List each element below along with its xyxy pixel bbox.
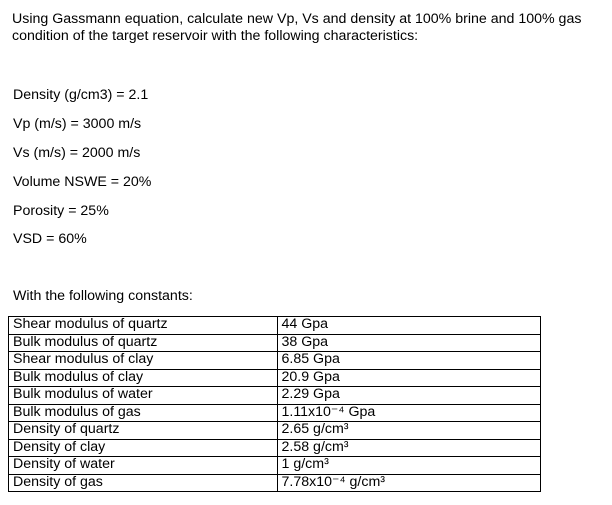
table-row [9,474,541,492]
constant-value: 1 g/cm³ [277,457,541,475]
constant-name: Shear modulus of quartz [9,317,278,335]
question-text: Using Gassmann equation, calculate new Vp, Vs and density at 100% brine and 100% gas condition of the target reservoir with the following characteristics: [12,11,582,44]
table-row [9,404,541,422]
constant-name: Bulk modulus of clay [9,369,278,387]
table-row [9,317,541,335]
table-row [9,422,541,440]
constant-value: 6.85 Gpa [277,352,541,370]
constant-value: 7.78x10⁻⁴ g/cm³ [277,474,541,492]
constant-name: Shear modulus of clay [9,352,278,370]
constant-value: 20.9 Gpa [277,369,541,387]
constant-name: Bulk modulus of quartz [9,334,278,352]
constant-value: 1.11x10⁻⁴ Gpa [277,404,541,422]
constants-table [8,316,541,492]
constant-name: Bulk modulus of gas [9,404,278,422]
constant-name: Density of water [9,457,278,475]
constant-name: Density of gas [9,474,278,492]
constant-value: 38 Gpa [277,334,541,352]
table-row [9,457,541,475]
table-row [9,334,541,352]
property-vp: Vp (m/s) = 3000 m/s [13,116,142,132]
constant-value: 44 Gpa [277,317,541,335]
constant-value: 2.29 Gpa [277,387,541,405]
property-volume-nswe: Volume NSWE = 20% [13,174,152,190]
property-vsd: VSD = 60% [13,231,87,247]
table-row [9,352,541,370]
property-density: Density (g/cm3) = 2.1 [13,87,149,103]
table-row [9,369,541,387]
constant-name: Bulk modulus of water [9,387,278,405]
constant-value: 2.65 g/cm³ [277,422,541,440]
constant-name: Density of quartz [9,422,278,440]
constant-value: 2.58 g/cm³ [277,439,541,457]
constant-name: Density of clay [9,439,278,457]
table-row [9,439,541,457]
property-porosity: Porosity = 25% [13,203,109,219]
property-vs: Vs (m/s) = 2000 m/s [13,145,141,161]
constants-heading: With the following constants: [13,288,193,304]
table-row [9,387,541,405]
